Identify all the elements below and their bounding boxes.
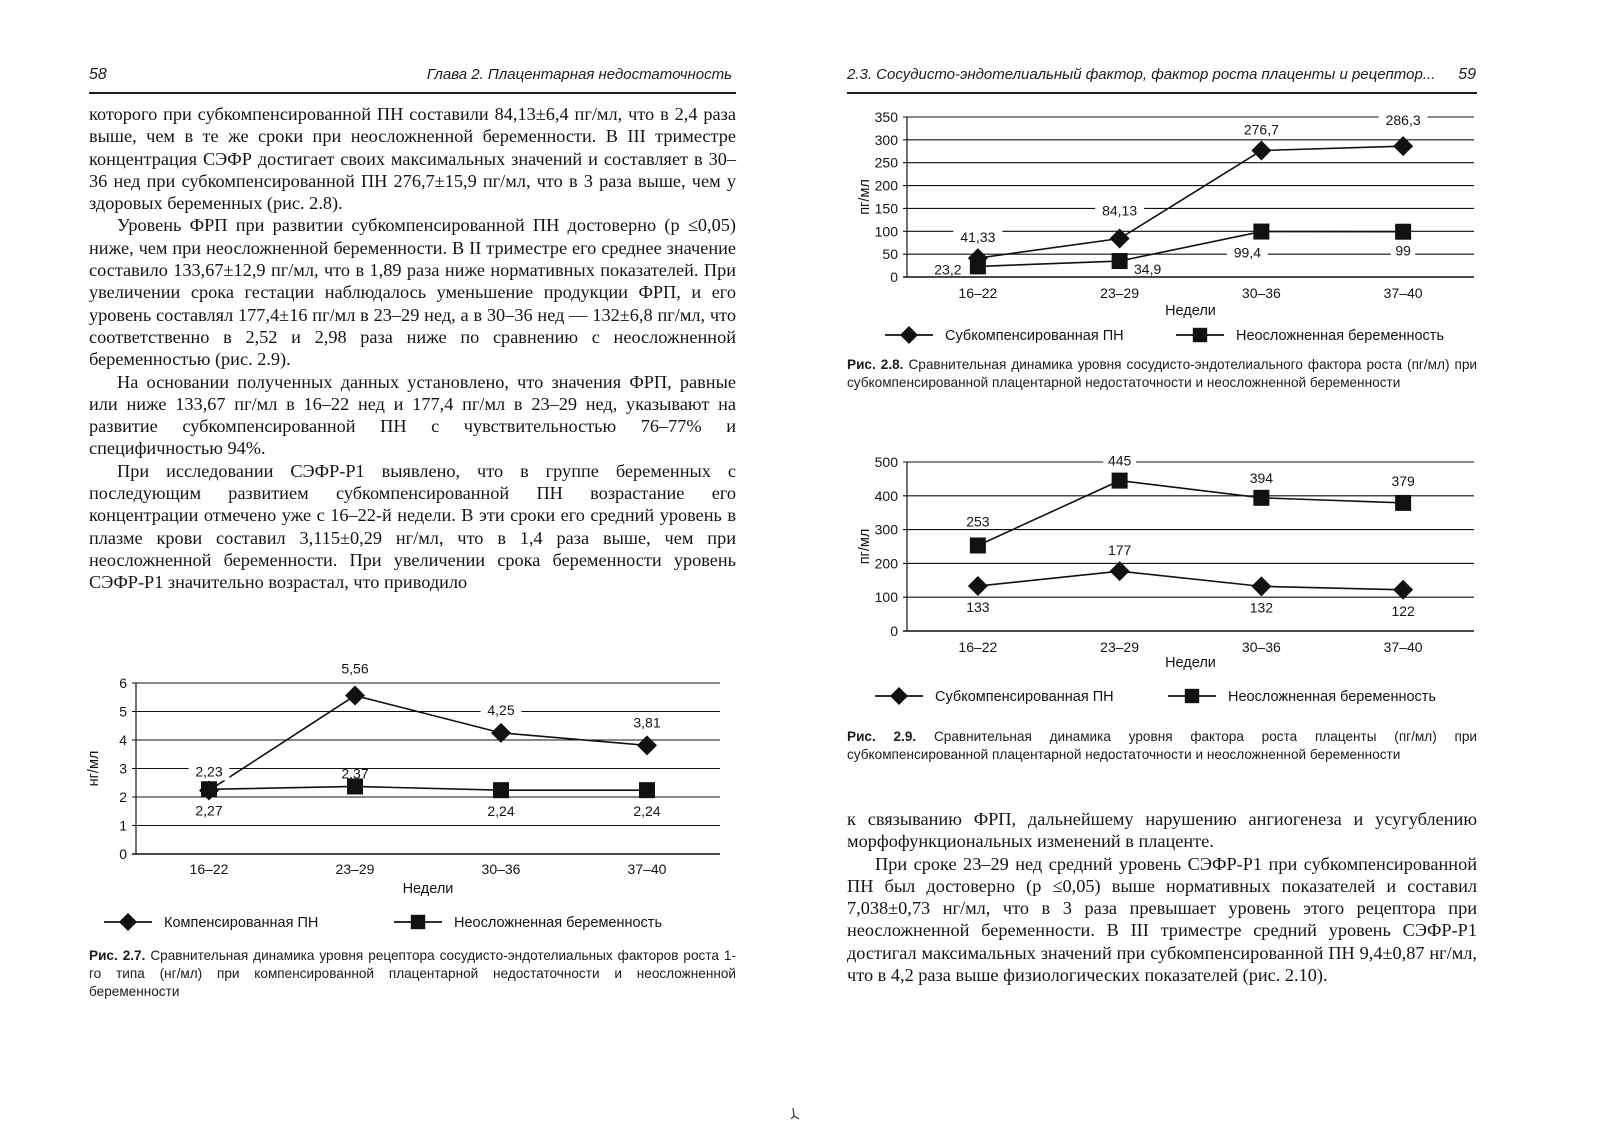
data-label: 23,2 xyxy=(934,261,962,278)
data-label: 177 xyxy=(1107,542,1132,559)
data-label: 41,33 xyxy=(960,229,996,246)
left-page-number: 58 xyxy=(89,66,107,83)
paragraph: которого при субкомпенсированной ПН составили 84,13±6,4 пг/мл, что в 2,4 раза выше, чем в те же сроки при неосложненной беременности. В III триместре концентрация СЭФР достигает своих максимальных значений и составляет в 30–36 нед при субкомпенсированной ПН 276,7±15,9 пг/мл, что в 3 раза выше, чем у здоровых беременных (рис. 2.8). xyxy=(89,104,736,214)
left-header-rule xyxy=(89,92,736,94)
y-tick-label: 400 xyxy=(874,487,898,504)
y-tick-label: 5 xyxy=(119,703,127,720)
y-axis-label: нг/мл xyxy=(86,750,102,787)
paragraph: Уровень ФРП при развитии субкомпенсированной ПН достоверно (р ≤0,05) ниже, чем при неосложненной беременности. В II триместре его среднее значение составило 133,67±12,9 пг/мл, что в 1,89 раза ниже нормативных показателей. При увеличении срока гестации наблюдалось уменьшение продукции ФРП, и его уровень составлял 177,4±16 пг/мл в 23–29 нед, а в 30–36 нед — 132±6,8 пг/мл, что соответственно в 2,52 и 2,98 раза ниже по сравнению с неосложненной беременностью (рис. 2.9). xyxy=(89,215,736,370)
data-label: 253 xyxy=(966,513,990,530)
figure-2-8-chart xyxy=(840,100,1490,360)
caption-text: Сравнительная динамика уровня рецептора сосудисто-эндотелиальных факторов роста 1-го типа (нг/мл) при компенсированной плацентарной недостаточности и неосложненной беременности xyxy=(89,948,736,999)
y-tick-label: 0 xyxy=(890,269,898,285)
right-body-text xyxy=(847,808,1477,986)
data-label: 379 xyxy=(1391,472,1415,489)
right-running-header: 2.3. Сосудисто-эндотелиальный фактор, фактор роста плаценты и рецептор... xyxy=(847,66,1436,83)
x-tick-label: 16–22 xyxy=(958,639,998,655)
paragraph: При исследовании СЭФР-Р1 выявлено, что в группе беременных с последующим развитием субкомпенсированной ПН возрастание его концентрации отмечено уже с 16–22-й недели. В эти сроки его средний уровень в плазме крови составил 3,115±0,29 нг/мл, что в 1,4 раза выше, чем при неосложненной беременности. При увеличении срока беременности уровень СЭФР-Р1 значительно возрастал, что приводило xyxy=(89,460,736,593)
y-tick-label: 200 xyxy=(874,177,898,194)
data-point xyxy=(970,258,986,274)
x-tick-label: 30–36 xyxy=(1241,639,1281,655)
legend-marker-diamond xyxy=(900,326,918,344)
figure-2-9-caption xyxy=(847,728,1477,764)
y-tick-label: 500 xyxy=(874,454,898,470)
y-axis-label: пг/мл xyxy=(857,179,873,215)
data-label: 286,3 xyxy=(1385,112,1421,129)
legend-label: Неосложненная беременность xyxy=(1228,689,1436,705)
data-point xyxy=(1395,495,1411,511)
y-tick-label: 100 xyxy=(874,589,898,606)
x-tick-label: 30–36 xyxy=(481,861,521,877)
x-tick-label: 30–36 xyxy=(1241,285,1281,301)
data-point xyxy=(1253,224,1269,240)
y-tick-label: 0 xyxy=(890,623,898,639)
y-axis-label: пг/мл xyxy=(857,528,873,565)
data-label: 4,25 xyxy=(487,701,515,718)
caption-label: Рис. 2.9. xyxy=(847,729,917,744)
data-point xyxy=(639,782,655,798)
left-running-header: Глава 2. Плацентарная недостаточность xyxy=(426,66,732,83)
x-tick-label: 23–29 xyxy=(335,861,375,877)
data-label: 2,23 xyxy=(195,763,223,780)
data-point xyxy=(1112,473,1128,489)
series-line-square xyxy=(978,481,1403,546)
x-tick-label: 37–40 xyxy=(1383,639,1423,655)
data-label: 99,4 xyxy=(1233,244,1261,261)
y-tick-label: 1 xyxy=(119,817,127,834)
data-point xyxy=(201,781,217,797)
y-tick-label: 3 xyxy=(119,760,127,777)
data-label: 445 xyxy=(1107,452,1132,469)
x-axis-label: Недели xyxy=(1165,655,1216,671)
data-point xyxy=(1395,224,1411,240)
y-tick-label: 250 xyxy=(874,154,898,171)
data-point xyxy=(345,686,365,706)
series-line-diamond xyxy=(978,571,1403,590)
x-tick-label: 23–29 xyxy=(1100,285,1140,301)
figure-2-7-chart xyxy=(84,660,744,944)
figure-2-7-caption xyxy=(89,947,736,1001)
legend-marker-diamond xyxy=(890,687,908,705)
x-axis-label: Недели xyxy=(1165,303,1216,319)
caption-label: Рис. 2.7. xyxy=(89,948,146,963)
y-tick-label: 300 xyxy=(874,521,898,538)
data-label: 122 xyxy=(1391,602,1415,619)
y-tick-label: 300 xyxy=(874,131,898,148)
legend-label: Неосложненная беременность xyxy=(454,915,662,931)
data-label: 132 xyxy=(1249,599,1274,616)
x-tick-label: 16–22 xyxy=(189,861,229,877)
data-point xyxy=(493,782,509,798)
right-header-rule xyxy=(847,92,1477,94)
data-point xyxy=(1112,253,1128,269)
paragraph: При сроке 23–29 нед средний уровень СЭФР-Р1 при субкомпенсированной ПН был достоверно (р ≤0,05) выше нормативных показателей и составил 7,038±0,73 нг/мл, что в 3 раза превышает уровень этого рецептора при неосложненной беременности. В III триместре средний уровень СЭФР-Р1 достигал максимальных значений при субкомпенсированной ПН 9,4±0,87 нг/мл, что в 4,2 раза выше физиологических показателей (рис. 2.10). xyxy=(847,853,1477,986)
data-label: 2,24 xyxy=(487,803,515,820)
right-page-number: 59 xyxy=(1458,66,1476,83)
legend-marker-square xyxy=(411,915,425,929)
legend-label: Компенсированная ПН xyxy=(164,915,319,931)
data-label: 2,27 xyxy=(195,802,223,819)
series-line-square xyxy=(209,786,647,790)
printer-mark-icon xyxy=(790,1108,800,1120)
legend-marker-diamond xyxy=(119,913,137,931)
data-point xyxy=(1393,136,1413,156)
x-tick-label: 37–40 xyxy=(627,861,667,877)
data-label: 3,81 xyxy=(633,714,661,731)
x-tick-label: 37–40 xyxy=(1383,285,1423,301)
legend-label: Субкомпенсированная ПН xyxy=(935,689,1114,705)
caption-text: Сравнительная динамика уровня сосудисто-эндотелиального фактора роста (пг/мл) при субкомпенсированной плацентарной недостаточности и неосложненной беременности xyxy=(847,357,1477,390)
y-tick-label: 200 xyxy=(874,555,898,572)
x-tick-label: 16–22 xyxy=(958,285,998,301)
data-label: 276,7 xyxy=(1243,121,1279,138)
legend-label: Субкомпенсированная ПН xyxy=(945,328,1124,344)
y-tick-label: 2 xyxy=(119,789,127,805)
data-point xyxy=(1253,490,1269,506)
data-label: 84,13 xyxy=(1102,202,1138,219)
data-point xyxy=(968,576,988,596)
x-axis-label: Недели xyxy=(402,881,454,897)
data-label: 5,56 xyxy=(341,660,369,677)
data-point xyxy=(970,537,986,553)
left-body-text xyxy=(89,103,736,594)
data-label: 99 xyxy=(1395,242,1411,259)
y-tick-label: 100 xyxy=(874,223,898,240)
paragraph: к связыванию ФРП, дальнейшему нарушению ангиогенеза и усугублению морфофункциональных изменений в плаценте. xyxy=(847,809,1477,852)
data-point xyxy=(637,735,657,755)
caption-label: Рис. 2.8. xyxy=(847,357,904,372)
y-tick-label: 6 xyxy=(119,675,127,691)
y-tick-label: 50 xyxy=(882,246,898,263)
data-label: 2,37 xyxy=(341,765,369,782)
data-label: 34,9 xyxy=(1134,261,1162,278)
legend-marker-square xyxy=(1193,328,1207,342)
paragraph: На основании полученных данных установлено, что значения ФРП, равные или ниже 133,67 пг/мл в 16–22 нед и 177,4 пг/мл в 23–29 нед, указывают на развитие субкомпенсированной ПН с чувствительностью 76–77% и специфичностью 94%. xyxy=(89,371,736,459)
figure-2-8-caption xyxy=(847,356,1477,392)
y-tick-label: 4 xyxy=(119,732,127,748)
legend-label: Неосложненная беременность xyxy=(1236,328,1444,344)
data-label: 2,24 xyxy=(633,803,661,820)
y-tick-label: 350 xyxy=(874,109,898,125)
y-tick-label: 150 xyxy=(874,200,898,217)
legend-marker-square xyxy=(1185,689,1199,703)
data-label: 133 xyxy=(966,599,990,616)
series-line-diamond xyxy=(209,696,647,791)
data-point xyxy=(1110,561,1130,581)
caption-text: Сравнительная динамика уровня фактора роста плаценты (пг/мл) при субкомпенсированной плацентарной недостаточности и неосложненной беременности xyxy=(847,729,1477,762)
y-tick-label: 0 xyxy=(119,846,127,862)
data-label: 394 xyxy=(1249,469,1274,486)
data-point xyxy=(1251,576,1271,596)
x-tick-label: 23–29 xyxy=(1100,639,1140,655)
figure-2-9-chart xyxy=(840,445,1490,715)
data-point xyxy=(1251,141,1271,161)
